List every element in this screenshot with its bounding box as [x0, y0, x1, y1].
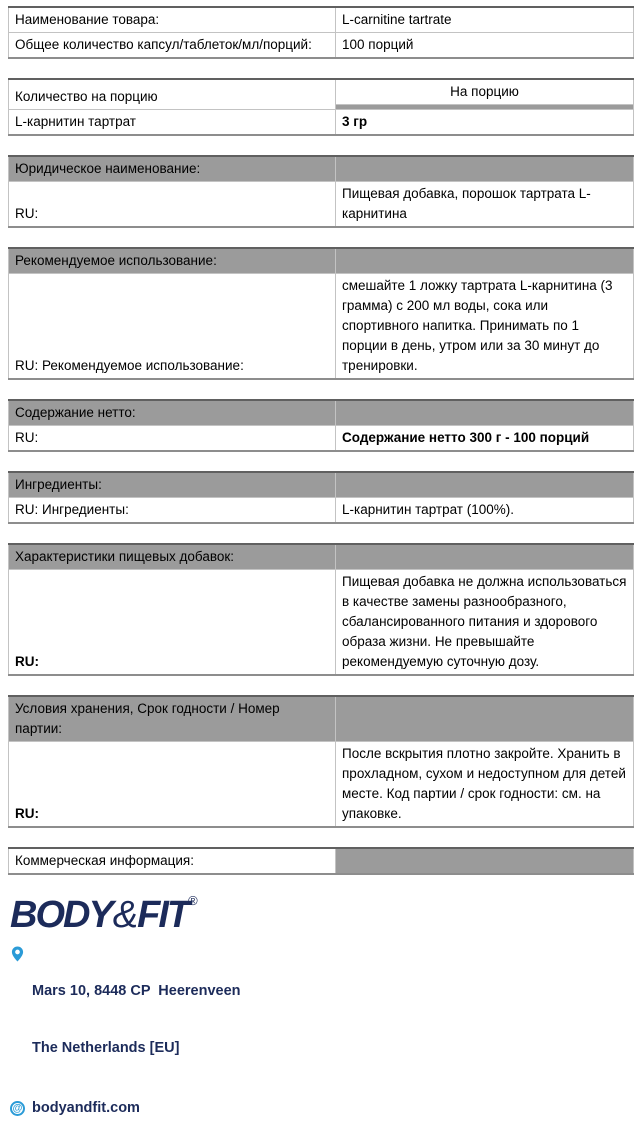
ingredient-name: L-карнитин тартрат — [9, 110, 336, 136]
serving-amount-table — [8, 78, 634, 136]
section-recommended-use — [8, 247, 634, 380]
section-legal-name — [8, 155, 634, 228]
section-supplement-characteristics — [8, 543, 634, 676]
section-row-value: После вскрытия плотно закройте. Хранить в прохладном, сухом и недоступном для детей месте. Код партии / срок годности: см. на упаковке. — [336, 742, 634, 828]
section-header-row — [9, 400, 634, 426]
product-name-label: Наименование товара: — [9, 7, 336, 33]
registered-trademark-symbol: ® — [188, 893, 198, 908]
table-row — [9, 426, 634, 452]
address-line-1: Mars 10, 8448 CP Heerenveen — [32, 983, 241, 999]
logo-word-fit: FIT — [137, 894, 189, 936]
section-row-label: RU: — [9, 570, 336, 676]
section-row-value: L-карнитин тартрат (100%). — [336, 498, 634, 524]
section-title-spacer — [336, 248, 634, 274]
address-block — [10, 944, 633, 1096]
section-header-row — [9, 696, 634, 742]
ingredient-amount: 3 гр — [336, 110, 634, 136]
section-row-label: RU: — [9, 742, 336, 828]
website-link[interactable]: bodyandfit.com — [32, 1100, 140, 1116]
section-title-spacer — [336, 472, 634, 498]
section-row-label: RU: Ингредиенты: — [9, 498, 336, 524]
table-row — [9, 79, 634, 105]
section-title: Условия хранения, Срок годности / Номер партии: — [9, 696, 336, 742]
location-pin-icon — [10, 944, 25, 962]
section-title: Ингредиенты: — [9, 472, 336, 498]
section-title: Рекомендуемое использование: — [9, 248, 336, 274]
table-row — [9, 110, 634, 136]
product-identity-table — [8, 6, 634, 59]
address-line-2: The Netherlands [EU] — [32, 1040, 180, 1056]
at-sign-icon: @ — [10, 1099, 25, 1116]
section-title-spacer — [336, 696, 634, 742]
product-name-value: L-carnitine tartrate — [336, 7, 634, 33]
section-row-label: RU: Рекомендуемое использование: — [9, 274, 336, 380]
logo-ampersand: & — [112, 894, 137, 936]
serving-row-header: Количество на порцию — [9, 79, 336, 110]
section-row-value: смешайте 1 ложку тартрата L-карнитина (3 грамма) с 200 мл воды, сока или спортивного напитка. Принимать по 1 порции в день, утром или за 30 минут до тренировки. — [336, 274, 634, 380]
table-row — [9, 570, 634, 676]
section-row-value: Содержание нетто 300 г - 100 порций — [336, 426, 634, 452]
address-text — [32, 944, 241, 1096]
table-row — [9, 33, 634, 59]
section-title-spacer — [336, 400, 634, 426]
section-title-spacer — [336, 544, 634, 570]
section-net-content — [8, 399, 634, 452]
section-storage-shelf-life — [8, 695, 634, 828]
section-row-value: Пищевая добавка не должна использоваться в качестве замены разнообразного, сбалансированного питания и здорового образа жизни. Не превышайте рекомендуемую суточную дозу. — [336, 570, 634, 676]
gray-spacer-cell — [336, 848, 634, 874]
section-title: Характеристики пищевых добавок: — [9, 544, 336, 570]
table-row — [9, 742, 634, 828]
commercial-info-bar — [8, 847, 634, 875]
total-quantity-label: Общее количество капсул/таблеток/мл/порций: — [9, 33, 336, 59]
logo-word-body: BODY — [10, 894, 112, 936]
website-block — [10, 1099, 633, 1118]
bodyandfit-logo — [10, 894, 633, 934]
section-ingredients — [8, 471, 634, 524]
section-title: Юридическое наименование: — [9, 156, 336, 182]
table-row — [9, 182, 634, 228]
table-row — [9, 274, 634, 380]
section-row-label: RU: — [9, 182, 336, 228]
section-header-row — [9, 156, 634, 182]
section-header-row — [9, 248, 634, 274]
section-title: Содержание нетто: — [9, 400, 336, 426]
section-row-value: Пищевая добавка, порошок тартрата L-карнитина — [336, 182, 634, 228]
commercial-info-label: Коммерческая информация: — [9, 848, 336, 874]
section-row-label: RU: — [9, 426, 336, 452]
section-header-row — [9, 544, 634, 570]
section-header-row — [9, 472, 634, 498]
per-serving-column-header: На порцию — [336, 79, 634, 105]
table-row — [9, 848, 634, 874]
section-title-spacer — [336, 156, 634, 182]
total-quantity-value: 100 порций — [336, 33, 634, 59]
footer — [8, 894, 633, 1118]
table-row — [9, 498, 634, 524]
table-row — [9, 7, 634, 33]
